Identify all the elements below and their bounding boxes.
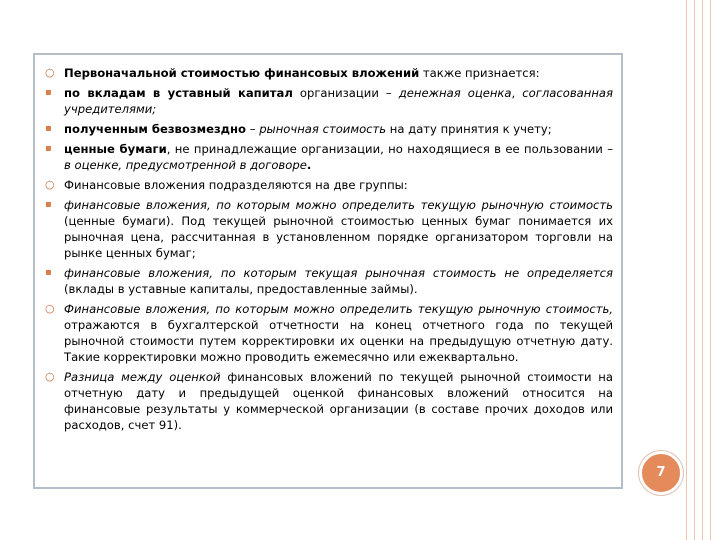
square-bullet-icon: ▪: [45, 143, 52, 154]
text-run: организации –: [292, 86, 399, 100]
circle-bullet-icon: ○: [45, 66, 55, 79]
square-bullet-icon: ▪: [45, 87, 52, 98]
text-run: отражаются в бухгалтерской отчетности на конец отчетного года по текущей рыночной стоимости путем корректировки их оценки на предыдущую отчетную дату. Такие корректировки можно проводить ежемесячно или ежеквартально.: [64, 318, 613, 364]
circle-bullet-icon: ○: [45, 178, 55, 191]
square-bullet-icon: ▪: [45, 123, 52, 134]
list-item: [45, 85, 613, 117]
decorative-line: [686, 0, 687, 540]
list-item: [45, 265, 613, 297]
text-run: ,: [511, 86, 523, 100]
list-item: [45, 369, 613, 433]
list-item: [45, 301, 613, 365]
circle-bullet-icon: ○: [45, 370, 55, 383]
list-item: [45, 177, 613, 193]
text-run: на дату принятия к учету;: [386, 122, 552, 136]
text-run: Разница между оценкой: [64, 370, 221, 384]
text-run: также признается:: [419, 66, 540, 80]
text-run: ценные бумаги: [64, 142, 167, 156]
text-run: рыночная стоимость: [259, 122, 387, 136]
content-box: [33, 53, 623, 489]
text-run: –: [246, 122, 260, 136]
list-item: [45, 141, 613, 173]
square-bullet-icon: ▪: [45, 199, 52, 210]
page-number-badge: 7: [639, 451, 683, 495]
circle-bullet-icon: ○: [45, 302, 55, 315]
decorative-line: [710, 0, 711, 540]
text-run: Первоначальной стоимостью финансовых вложений: [64, 66, 420, 80]
text-run: Финансовые вложения, по которым можно определить текущую рыночную стоимость,: [64, 302, 613, 316]
text-run: финансовые вложения, по которым можно определить текущую рыночную стоимость: [64, 198, 613, 212]
list-item: [45, 197, 613, 261]
text-run: (ценные бумаги). Под текущей рыночной стоимостью ценных бумаг понимается их рыночная цена, рассчитанная в установленном порядке организатором торговли на рынке ценных бумаг;: [64, 214, 613, 260]
text-run: финансовые вложения, по которым текущая рыночная стоимость не определяется: [64, 266, 613, 280]
text-run: согласованная учредителями;: [64, 86, 613, 116]
square-bullet-icon: ▪: [45, 267, 52, 278]
decorative-line: [702, 0, 703, 540]
text-run: по вкладам в уставный капитал: [64, 86, 293, 100]
text-run: денежная оценка: [398, 86, 512, 100]
list-item: [45, 65, 613, 81]
text-run: Финансовые вложения подразделяются на две группы:: [64, 178, 408, 192]
decorative-line: [694, 0, 695, 540]
text-run: в оценке, предусмотренной в договоре: [64, 158, 307, 172]
list-item: [45, 121, 613, 137]
text-run: (вклады в уставные капиталы, предоставленные займы).: [64, 282, 418, 296]
text-run: .: [306, 158, 312, 172]
text-run: , не принадлежащие организации, но находящиеся в ее пользовании –: [166, 142, 613, 156]
text-run: финансовых вложений по текущей рыночной стоимости на отчетную дату и предыдущей оценкой финансовых вложений относится на финансовые результаты у коммерческой организации (в составе прочих доходов или расходов, счет 91).: [64, 370, 613, 432]
text-run: полученным безвозмездно: [64, 122, 247, 136]
